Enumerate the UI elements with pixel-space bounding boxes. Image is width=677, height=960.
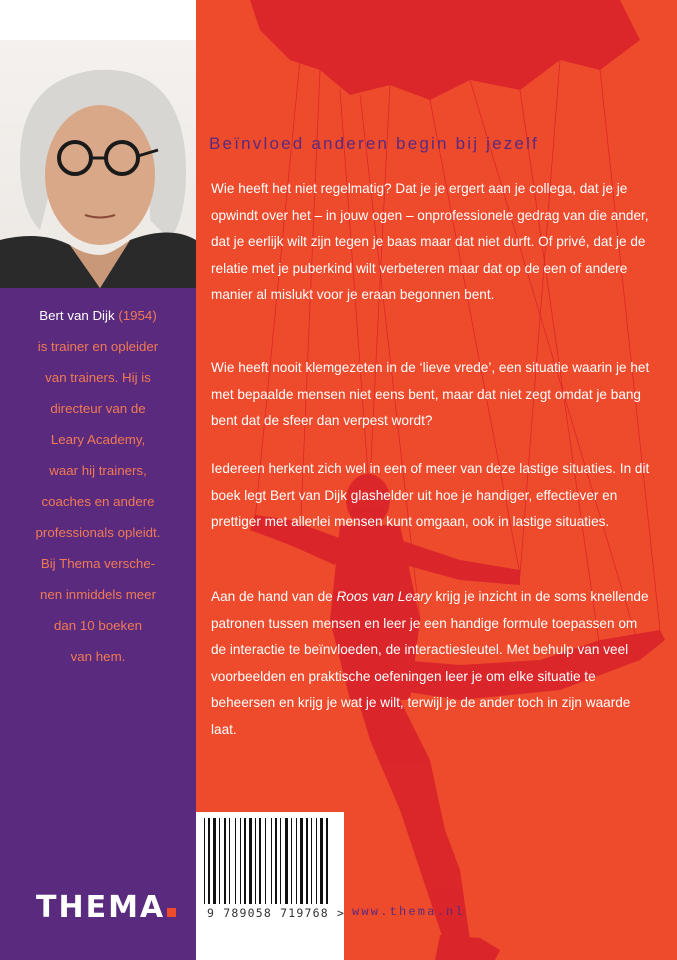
barcode-bar	[271, 818, 272, 904]
bio-line: van hem.	[70, 649, 126, 664]
barcode-bar	[229, 818, 230, 904]
author-sidebar	[0, 0, 196, 960]
author-birth-year: (1954)	[118, 308, 157, 323]
barcode-bar	[296, 818, 297, 904]
bio-line	[0, 300, 196, 331]
book-reference: Roos van Leary	[336, 589, 432, 604]
barcode-bar	[326, 818, 328, 904]
barcode-bar	[311, 818, 312, 904]
barcode-bar	[259, 818, 261, 904]
bio-line: van trainers. Hij is	[45, 370, 151, 385]
isbn-number: 9 789058 719768 >	[207, 906, 346, 920]
bio-line: Leary Academy,	[50, 432, 146, 447]
barcode-bar	[255, 818, 256, 904]
sidebar-top-strip	[0, 0, 196, 40]
barcode-bar	[235, 818, 236, 904]
barcode-bar	[204, 818, 205, 904]
barcode-bar	[265, 818, 266, 904]
barcode-bar	[219, 818, 220, 904]
barcode-bar	[224, 818, 226, 904]
author-photo	[0, 40, 196, 288]
bio-line: waar hij trainers,	[49, 463, 147, 478]
barcode-bar	[285, 818, 288, 904]
bio-line: dan 10 boeken	[54, 618, 142, 633]
barcode-bar	[249, 818, 252, 904]
author-name: Bert van Dijk	[39, 308, 115, 323]
barcode-bar	[300, 818, 303, 904]
barcode-bar	[291, 818, 292, 904]
body-paragraph: Wie heeft het niet regelmatig? Dat je je ergert aan je collega, dat je je opwindt over het – in jouw ogen – onprofessionele gedrag van die ander, dat je eerlijk wilt zijn tegen je baas maar dat niet durft. Of privé, dat je de relatie met je puberkind wilt verbeteren maar dat op de een of andere manier al mislukt voor je eraan begonnen bent.	[211, 181, 649, 302]
bio-line: coaches en andere	[41, 494, 155, 509]
body-paragraph: Iedereen herkent zich wel in een of meer van deze lastige situaties. In dit boek legt Bert van Dijk glashelder uit hoe je handiger, effectiever en prettiger met allerlei mensen kunt omgaan, ook in lastige situaties.	[211, 461, 650, 529]
paragraph-text: Aan de hand van de	[211, 589, 337, 604]
barcode-bar	[306, 818, 308, 904]
bio-line: Bij Thema versche-	[40, 556, 156, 571]
publisher-logo	[36, 890, 176, 925]
body-paragraph	[211, 584, 656, 743]
bio-line: directeur van de	[50, 401, 146, 416]
bio-line: is trainer en opleider	[37, 339, 159, 354]
barcode-bar	[280, 818, 281, 904]
barcode-bar	[275, 818, 277, 904]
publisher-website: www.thema.nl	[352, 905, 465, 919]
author-bio	[0, 300, 196, 672]
paragraph-text: krijg je inzicht in de soms knellende patronen tussen mensen en leer je een handige formule toepassen om de interactie te beïnvloeden, de interactiesleutel. Met behulp van veel voorbeelden en praktische oefeningen leer je om elke situatie te beheersen en krijg je wat je wilt, terwijl je de ander toch in zijn waarde laat.	[211, 589, 649, 737]
barcode-bar	[244, 818, 246, 904]
barcode-bar	[320, 818, 323, 904]
barcode-bar	[213, 818, 216, 904]
barcode	[196, 812, 344, 960]
barcode-bars	[202, 818, 338, 904]
logo-dot	[167, 908, 176, 917]
barcode-bar	[240, 818, 241, 904]
bio-line: professionals opleidt.	[35, 525, 161, 540]
bio-line: nen inmiddels meer	[39, 587, 157, 602]
barcode-bar	[208, 818, 210, 904]
barcode-bar	[316, 818, 317, 904]
cover-heading: Beïnvloed anderen begin bij jezelf	[209, 134, 539, 153]
body-paragraph: Wie heeft nooit klemgezeten in de ‘lieve vrede’, een situatie waarin je het met bepaalde mensen niet eens bent, maar dat niet zegt omdat je bang bent dat de sfeer dan verpest wordt?	[211, 360, 650, 428]
publisher-name: THEMA	[36, 890, 166, 925]
